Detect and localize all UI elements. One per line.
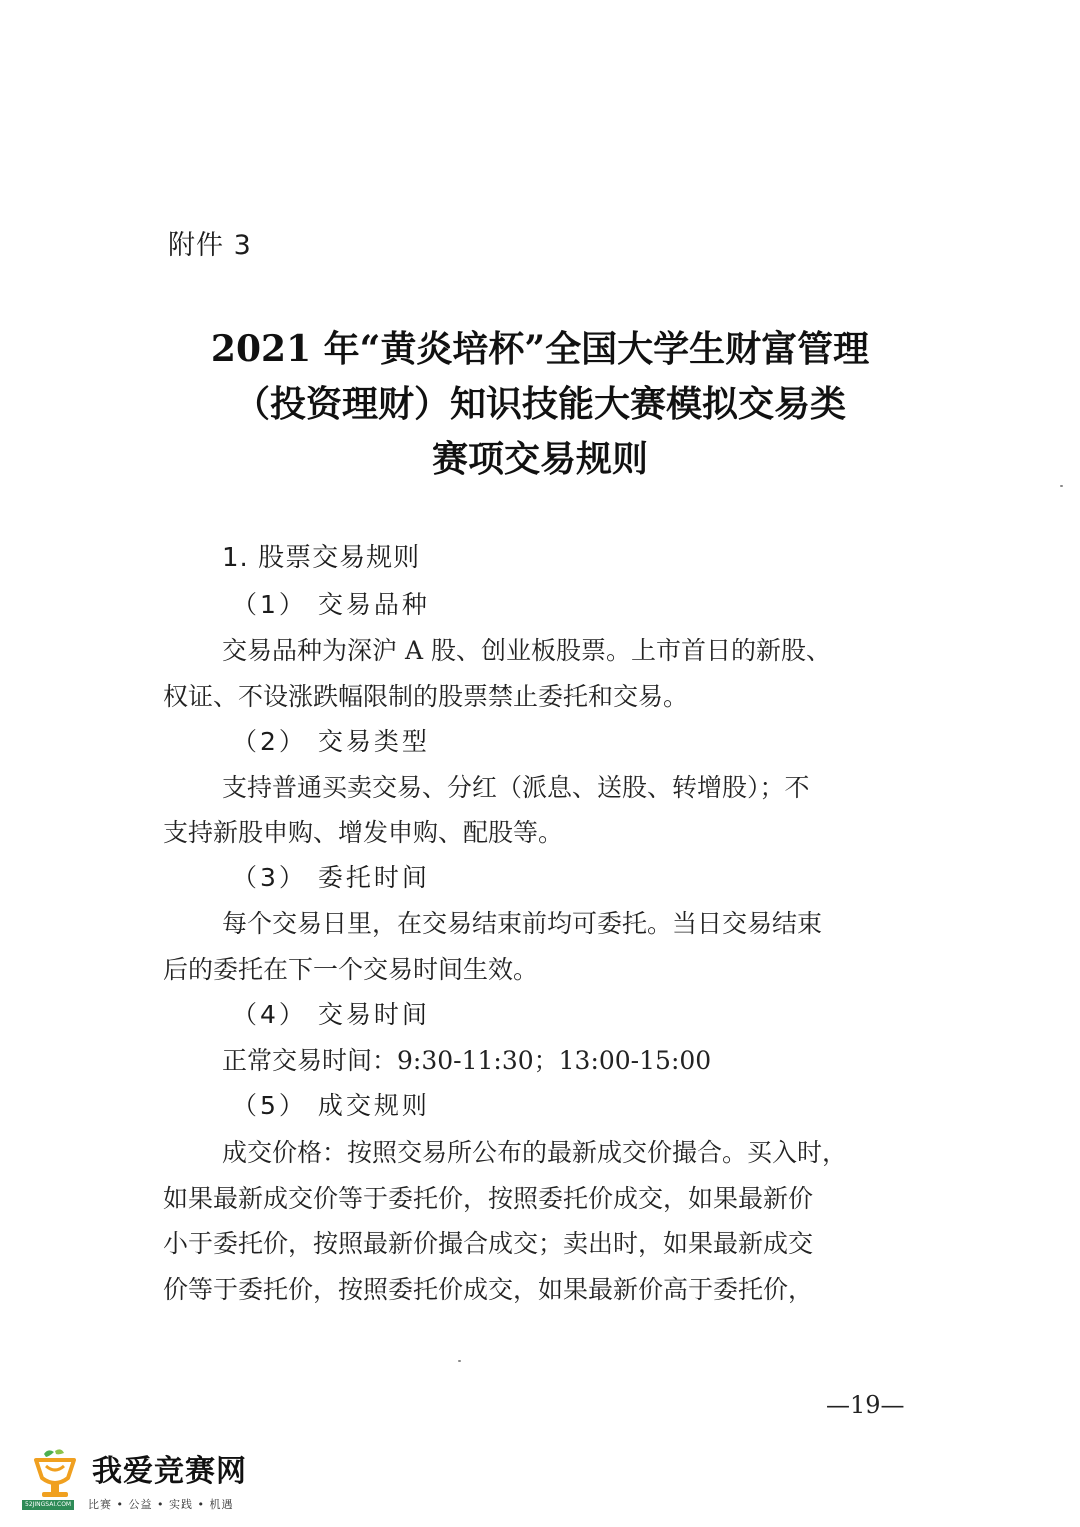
paragraph-line: 正常交易时间：9:30-11:30；13:00-15:00 (222, 1046, 712, 1075)
subheading-trading-hours: （4） 交易时间 (232, 1000, 430, 1029)
paragraph-line: 后的委托在下一个交易时间生效。 (163, 955, 539, 984)
title-line-3: 赛项交易规则 (431, 438, 648, 480)
subheading-trading-varieties: （1） 交易品种 (232, 590, 430, 619)
paragraph-line: 如果最新成交价等于委托价，按照委托价成交，如果最新价 (163, 1184, 814, 1213)
watermark-url: 52JINGSAI.COM (22, 1500, 74, 1510)
document-title (140, 322, 940, 487)
paragraph-line: 成交价格：按照交易所公布的最新成交价撮合。买入时， (222, 1138, 848, 1167)
paragraph-line: 权证、不设涨跌幅限制的股票禁止委托和交易。 (163, 682, 689, 711)
watermark-name: 我爱竞赛网 (92, 1454, 247, 1489)
scan-speck (1060, 485, 1063, 487)
watermark-tagline: 比赛 • 公益 • 实践 • 机遇 (88, 1498, 234, 1511)
section-heading: 1. 股票交易规则 (222, 543, 421, 573)
paragraph-line: 价等于委托价，按照委托价成交，如果最新价高于委托价， (163, 1275, 814, 1304)
title-line-2: （投资理财）知识技能大赛模拟交易类 (233, 383, 846, 425)
watermark-logo (22, 1448, 262, 1520)
title-line-1: 2021 年“黄炎培杯”全国大学生财富管理 (210, 328, 870, 370)
page-number: —19— (826, 1391, 905, 1419)
subheading-trading-types: （2） 交易类型 (232, 727, 430, 756)
paragraph-line: 每个交易日里，在交易结束前均可委托。当日交易结束 (222, 909, 823, 938)
scan-speck (458, 1360, 461, 1362)
paragraph-line: 支持新股申购、增发申购、配股等。 (163, 818, 564, 847)
trophy-cup-icon (24, 1448, 86, 1500)
attachment-label: 附件 3 (168, 230, 252, 261)
paragraph-line: 支持普通买卖交易、分红（派息、送股、转增股）；不 (222, 773, 810, 802)
paragraph-line: 交易品种为深沪 A 股、创业板股票。上市首日的新股、 (222, 636, 831, 665)
paragraph-line: 小于委托价，按照最新价撮合成交；卖出时，如果最新成交 (163, 1229, 814, 1258)
subheading-order-time: （3） 委托时间 (232, 863, 430, 892)
subheading-execution-rules: （5） 成交规则 (232, 1091, 430, 1120)
